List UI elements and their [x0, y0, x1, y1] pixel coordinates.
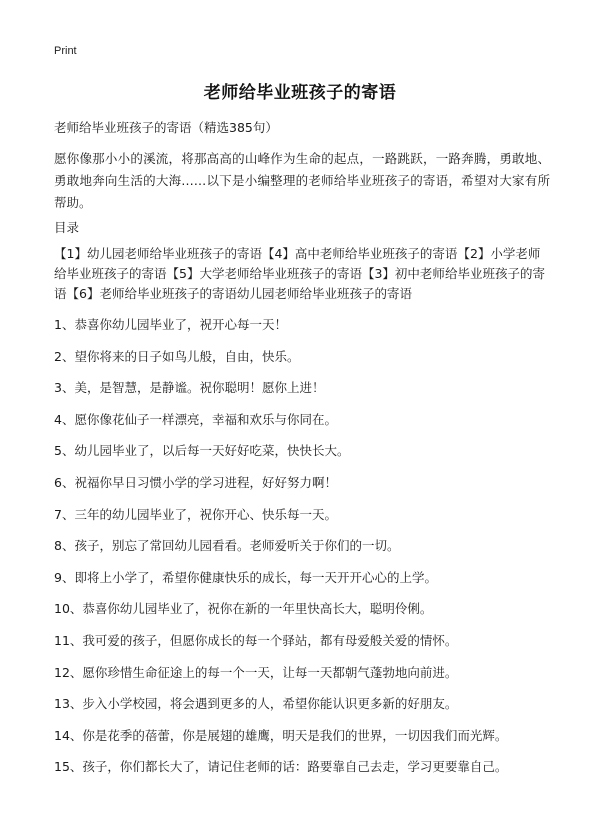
toc-entry-5[interactable]: 【5】大学老师给毕业班孩子的寄语 — [166, 266, 362, 281]
list-item: 6、祝福你早日习惯小学的学习进程，好好努力啊！ — [54, 474, 337, 490]
intro-paragraph: 愿你像那小小的溪流，将那高高的山峰作为生命的起点，一路跳跃，一路奔腾，勇敢地、勇敢地奔向生活的大海……以下是小编整理的老师给毕业班孩子的寄语，希望对大家有所帮助。 — [54, 151, 550, 210]
toc-entry-2[interactable]: 【2】小学老师给毕业班孩子的寄语 — [54, 246, 541, 281]
list-item: 13、步入小学校园，将会遇到更多的人，希望你能认识更多新的好朋友。 — [54, 696, 458, 712]
list-item: 9、即将上小学了，希望你健康快乐的成长，每一天开开心心的上学。 — [54, 569, 437, 585]
table-of-contents — [54, 244, 550, 304]
toc-entry-4[interactable]: 【4】高中老师给毕业班孩子的寄语 — [261, 246, 458, 261]
list-item: 4、愿你像花仙子一样漂亮，幸福和欢乐与你同在。 — [54, 411, 337, 427]
list-item: 15、孩子，你们都长大了，请记住老师的话：路要靠自己去走，学习更要靠自己。 — [54, 759, 508, 775]
list-item: 8、孩子，别忘了常回幼儿园看看。老师爱听关于你们的一切。 — [54, 538, 400, 554]
print-link[interactable]: Print — [54, 45, 77, 57]
list-item: 2、望你将来的日子如鸟儿般，自由，快乐。 — [54, 348, 300, 364]
toc-entry-3[interactable]: 【3】初中老师给毕业班孩子的寄语 — [54, 266, 545, 301]
toc-entry-6[interactable]: 【6】老师给毕业班孩子的寄语 — [66, 286, 237, 301]
list-item: 11、我可爱的孩子，但愿你成长的每一个驿站，都有母爱般关爱的情怀。 — [54, 632, 458, 648]
list-item: 14、你是花季的蓓蕾，你是展翅的雄鹰，明天是我们的世界，一切因我们而光辉。 — [54, 727, 508, 743]
toc-entry-1[interactable]: 【1】幼儿园老师给毕业班孩子的寄语 — [54, 246, 262, 261]
list-item: 12、愿你珍惜生命征途上的每一个一天，让每一天都朝气蓬勃地向前进。 — [54, 664, 458, 680]
list-item: 5、幼儿园毕业了，以后每一天好好吃菜，快快长大。 — [54, 443, 350, 459]
list-item: 3、美，是智慧，是静谧。祝你聪明！愿你上进！ — [54, 380, 325, 396]
section-heading: 幼儿园老师给毕业班孩子的寄语 — [236, 286, 412, 301]
toc-heading: 目录 — [54, 220, 80, 235]
list-item: 10、恭喜你幼儿园毕业了，祝你在新的一年里快高长大，聪明伶俐。 — [54, 601, 433, 617]
page-title: 老师给毕业班孩子的寄语 — [203, 83, 397, 103]
list-item: 1、恭喜你幼儿园毕业了，祝开心每一天！ — [54, 317, 287, 332]
list-item: 7、三年的幼儿园毕业了，祝你开心、快乐每一天。 — [54, 506, 337, 522]
document-subtitle: 老师给毕业班孩子的寄语（精选385句） — [54, 120, 278, 135]
message-list — [54, 315, 554, 789]
